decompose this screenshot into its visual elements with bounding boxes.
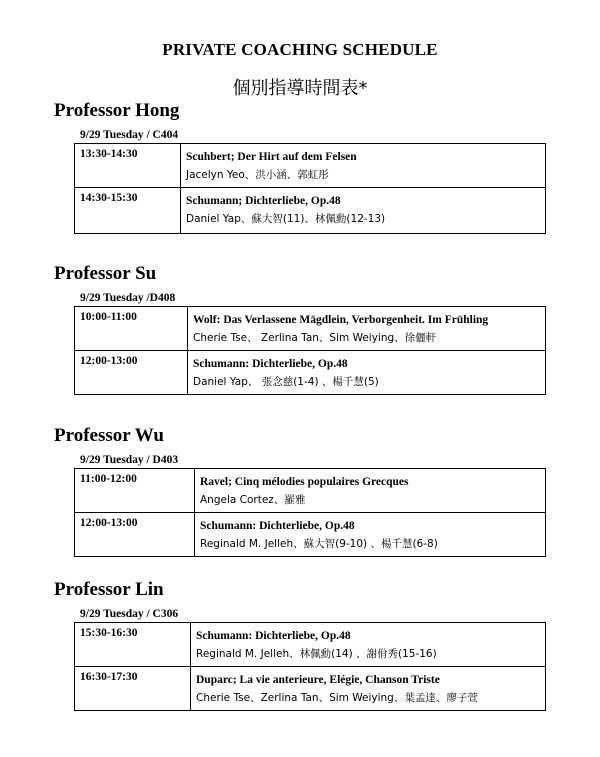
piece-cell (191, 623, 546, 667)
table-row (75, 623, 546, 667)
date-room-info: 9/29 Tuesday / D403 (80, 454, 179, 466)
time-cell: 16:30-17:30 (75, 667, 191, 711)
table-row (75, 351, 546, 395)
time-cell: 15:30-16:30 (75, 623, 191, 667)
performers: Reginald M. Jelleh、林佩勳(14) 、謝佾秀(15-16) (196, 648, 437, 660)
piece-cell (181, 188, 546, 234)
schedule-table (74, 143, 546, 234)
page-title: PRIVATE COACHING SCHEDULE (162, 40, 438, 59)
work-title: Duparc; La vie anterieure, Elégie, Chanson Triste (196, 674, 440, 686)
schedule-table (74, 306, 546, 395)
piece-cell (195, 469, 546, 513)
date-room-info: 9/29 Tuesday /D408 (80, 292, 176, 304)
work-title: Wolf: Das Verlassene Mägdlein, Verborgenheit. Im Frühling (193, 314, 489, 326)
table-row (75, 469, 546, 513)
performers: Daniel Yap、 張念慈(1-4) 、楊千慧(5) (193, 376, 379, 388)
performers: Daniel Yap、蘇大智(11)、林佩勳(12-13) (186, 213, 386, 225)
table-row (75, 667, 546, 711)
work-title: Schumann; Dichterliebe, Op.48 (186, 195, 341, 207)
professor-heading: Professor Wu (54, 425, 164, 446)
piece-cell (195, 513, 546, 557)
piece-cell (188, 307, 546, 351)
schedule-table (74, 468, 546, 557)
schedule-table (74, 622, 546, 711)
table-row (75, 144, 546, 188)
performers: Cherie Tse、 Zerlina Tan、Sim Weiying、徐儷軒 (193, 332, 437, 344)
section-professor-su (54, 263, 546, 395)
section-professor-lin (54, 579, 546, 711)
piece-cell (191, 667, 546, 711)
work-title: Ravel; Cinq mélodies populaires Grecques (200, 476, 409, 488)
piece-cell (188, 351, 546, 395)
work-title: Schumann: Dichterliebe, Op.48 (200, 520, 355, 532)
performers: Angela Cortez、羅雅 (200, 494, 306, 506)
date-room-info: 9/29 Tuesday / C404 (80, 129, 179, 141)
time-cell: 14:30-15:30 (75, 188, 181, 234)
professor-heading: Professor Lin (54, 579, 164, 600)
professor-heading: Professor Hong (54, 100, 180, 121)
performers: Cherie Tse、Zerlina Tan、Sim Weiying、葉孟達、廖子萱 (196, 692, 478, 704)
table-row (75, 307, 546, 351)
performers: Jacelyn Yeo、洪小涵、郭虹彤 (186, 169, 329, 181)
page-subtitle: 個別指導時間表* (232, 78, 368, 99)
time-cell: 13:30-14:30 (75, 144, 181, 188)
professor-heading: Professor Su (54, 263, 157, 284)
table-row (75, 188, 546, 234)
work-title: Schumann: Dichterliebe, Op.48 (196, 630, 351, 642)
time-cell: 12:00-13:00 (75, 513, 195, 557)
time-cell: 11:00-12:00 (75, 469, 195, 513)
time-cell: 10:00-11:00 (75, 307, 188, 351)
piece-cell (181, 144, 546, 188)
work-title: Scuhbert; Der Hirt auf dem Felsen (186, 151, 357, 163)
section-professor-wu (54, 425, 546, 557)
work-title: Schumann: Dichterliebe, Op.48 (193, 358, 348, 370)
performers: Reginald M. Jelleh、蘇大智(9-10) 、楊千慧(6-8) (200, 538, 438, 550)
date-room-info: 9/29 Tuesday / C306 (80, 608, 179, 620)
section-professor-hong (54, 100, 546, 234)
table-row (75, 513, 546, 557)
time-cell: 12:00-13:00 (75, 351, 188, 395)
